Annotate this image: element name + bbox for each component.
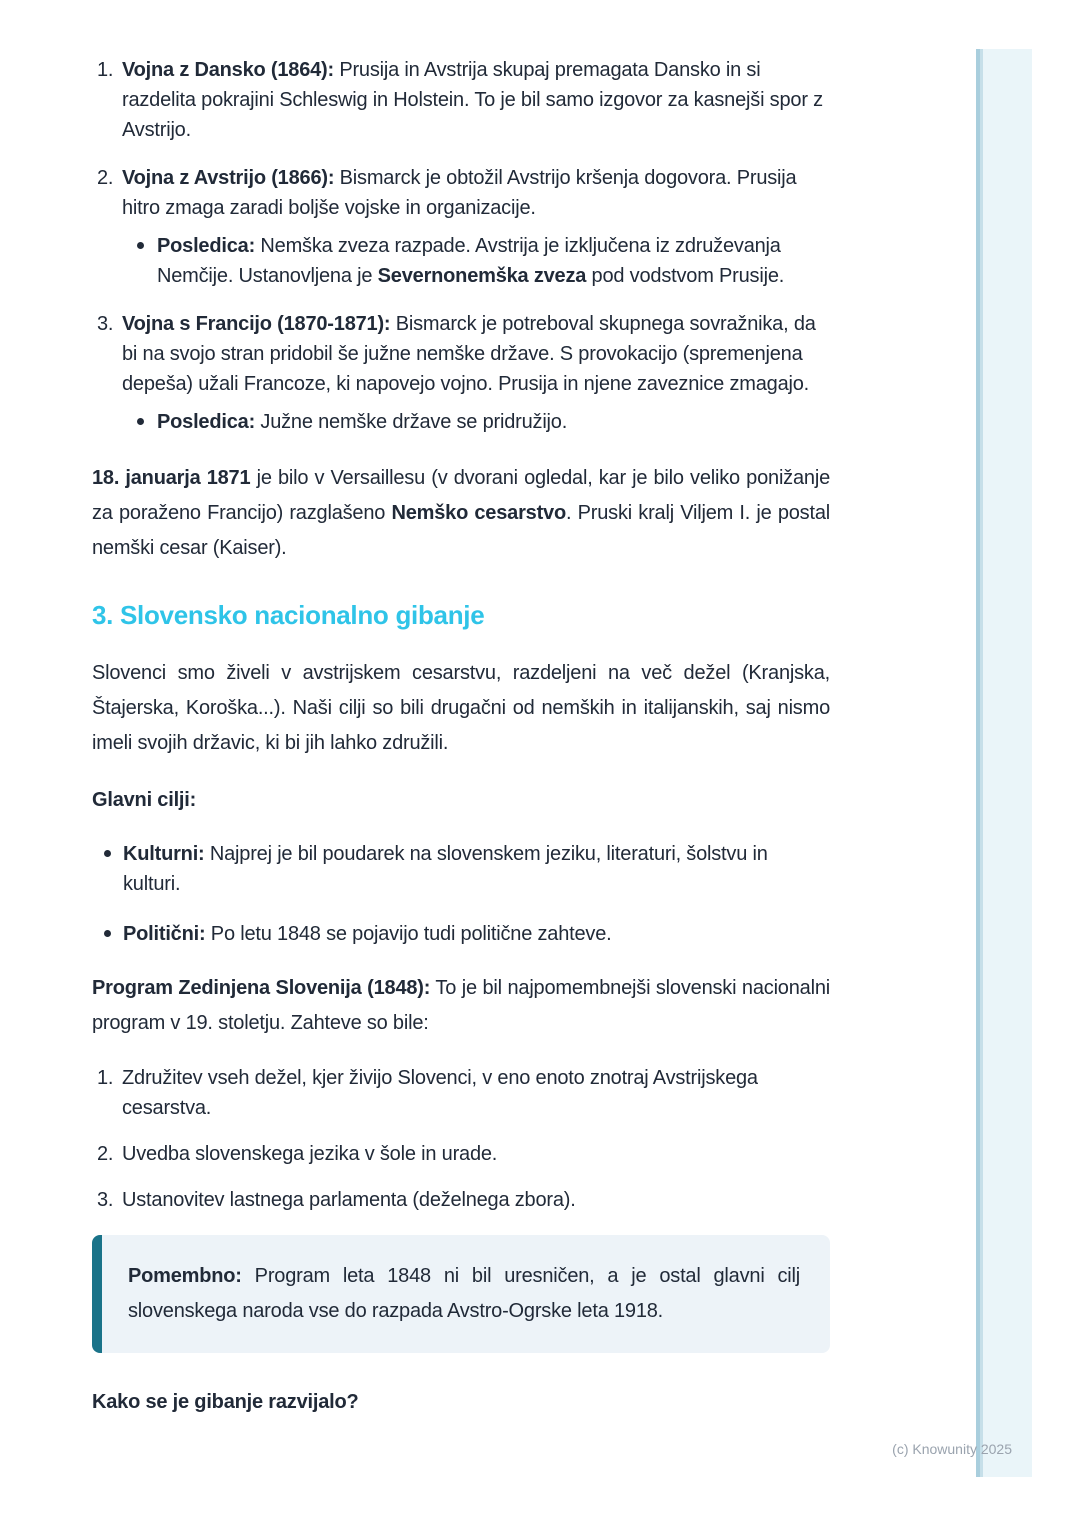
demand-item <box>92 1063 830 1123</box>
goal-text: Po letu 1848 se pojavijo tudi politične zahteve. <box>205 923 612 945</box>
list-number: 1. <box>97 1067 114 1089</box>
consequence-text: Južne nemške države se pridružijo. <box>255 411 568 433</box>
section-heading: 3. Slovensko nacionalno gibanje <box>92 600 485 630</box>
page-content <box>92 0 830 1417</box>
consequence-item <box>122 231 830 291</box>
paragraph-text: . Pruski kralj Viljem I. je postal nemški cesar (Kaiser). <box>92 502 830 559</box>
question-heading: Kako se je gibanje razvijalo? <box>92 1391 359 1413</box>
list-number: 3. <box>97 313 114 335</box>
list-item-lead: Vojna z Dansko (1864): <box>122 59 334 81</box>
consequence-sublist <box>122 407 830 437</box>
goal-item-politicni <box>92 919 830 949</box>
program-text: To je bil najpomembnejši slovenski nacionalni program v 19. stoletju. Zahteve so bile: <box>92 977 830 1034</box>
list-number: 2. <box>97 167 114 189</box>
copyright-watermark: (c) Knowunity 2025 <box>892 1441 1012 1457</box>
list-number: 1. <box>97 59 114 81</box>
list-number: 2. <box>97 1143 114 1165</box>
list-item-text <box>122 313 816 395</box>
list-item-rest: Prusija in Avstrija skupaj premagata Dansko in si razdelita pokrajini Schleswig in Holstein. To je bil samo izgovor za kasnejši spor z Avstrijo. <box>122 59 823 141</box>
program-paragraph <box>92 971 830 1041</box>
list-number: 3. <box>97 1189 114 1211</box>
consequence-bold: Severnonemška zveza <box>377 265 587 287</box>
list-item-war-dansko <box>92 55 830 145</box>
consequence-lead: Posledica: <box>157 235 256 257</box>
goals-list <box>92 839 830 949</box>
consequence-sublist <box>122 231 830 291</box>
important-callout <box>92 1235 830 1353</box>
intro-paragraph: Slovenci smo živeli v avstrijskem cesarstvu, razdeljeni na več dežel (Kranjska, Štajerska, Koroška...). Naši cilji so bili drugačni od nemških in italijanskih, saj nismo imeli svojih državic, ki bi jih lahko združili. <box>92 662 830 754</box>
date-bold: 18. januarja 1871 <box>92 467 251 489</box>
list-item-lead: Vojna z Avstrijo (1866): <box>122 167 335 189</box>
consequence-text: Nemška zveza razpade. Avstrija je izključena iz združevanja Nemčije. Ustanovljena je <box>157 235 781 287</box>
wars-list <box>92 55 830 437</box>
list-item-war-francijo <box>92 309 830 437</box>
goal-item-kulturni <box>92 839 830 899</box>
paragraph-text: je bilo v Versaillesu (v dvorani ogledal, kar je bilo veliko ponižanje za poraženo Francijo) razglašeno <box>92 467 830 524</box>
callout-text: Program leta 1848 ni bil uresničen, a je ostal glavni cilj slovenskega naroda vse do razpada Avstro-Ogrske leta 1918. <box>128 1265 800 1322</box>
list-item-war-avstrijo <box>92 163 830 291</box>
callout-paragraph <box>128 1259 800 1329</box>
goal-lead: Politični: <box>123 923 206 945</box>
program-lead: Program Zedinjena Slovenija (1848): <box>92 977 431 999</box>
demand-item <box>92 1139 830 1169</box>
demands-list <box>92 1063 830 1215</box>
list-item-text <box>122 167 796 219</box>
list-item-rest: Bismarck je obtožil Avstrijo kršenja dogovora. Prusija hitro zmaga zaradi boljše vojske in organizacije. <box>122 167 797 219</box>
empire-bold: Nemško cesarstvo <box>391 502 566 524</box>
goal-lead: Kulturni: <box>123 843 205 865</box>
list-item-rest: Bismarck je potreboval skupnega sovražnika, da bi na svojo stran pridobil še južne nemške države. S provokacijo (spremenjena depeša) užali Francoze, ki napovejo vojno. Prusija in njene zaveznice zmagajo. <box>122 313 816 395</box>
consequence-item <box>122 407 830 437</box>
goal-text: Najprej je bil poudarek na slovenskem jeziku, literaturi, šolstvu in kulturi. <box>123 843 768 895</box>
list-item-text <box>122 59 823 141</box>
demand-item <box>92 1185 830 1215</box>
callout-lead: Pomembno: <box>128 1265 242 1287</box>
page-edge-stripe <box>976 49 1032 1477</box>
list-item-lead: Vojna s Francijo (1870-1871): <box>122 313 391 335</box>
goals-title: Glavni cilji: <box>92 789 197 811</box>
consequence-text: pod vodstvom Prusije. <box>586 265 785 287</box>
consequence-lead: Posledica: <box>157 411 256 433</box>
empire-paragraph <box>92 461 830 566</box>
demand-text: Ustanovitev lastnega parlamenta (deželnega zbora). <box>122 1189 576 1211</box>
demand-text: Uvedba slovenskega jezika v šole in urade. <box>122 1143 498 1165</box>
demand-text: Združitev vseh dežel, kjer živijo Slovenci, v eno enoto znotraj Avstrijskega cesarstva. <box>122 1067 758 1119</box>
